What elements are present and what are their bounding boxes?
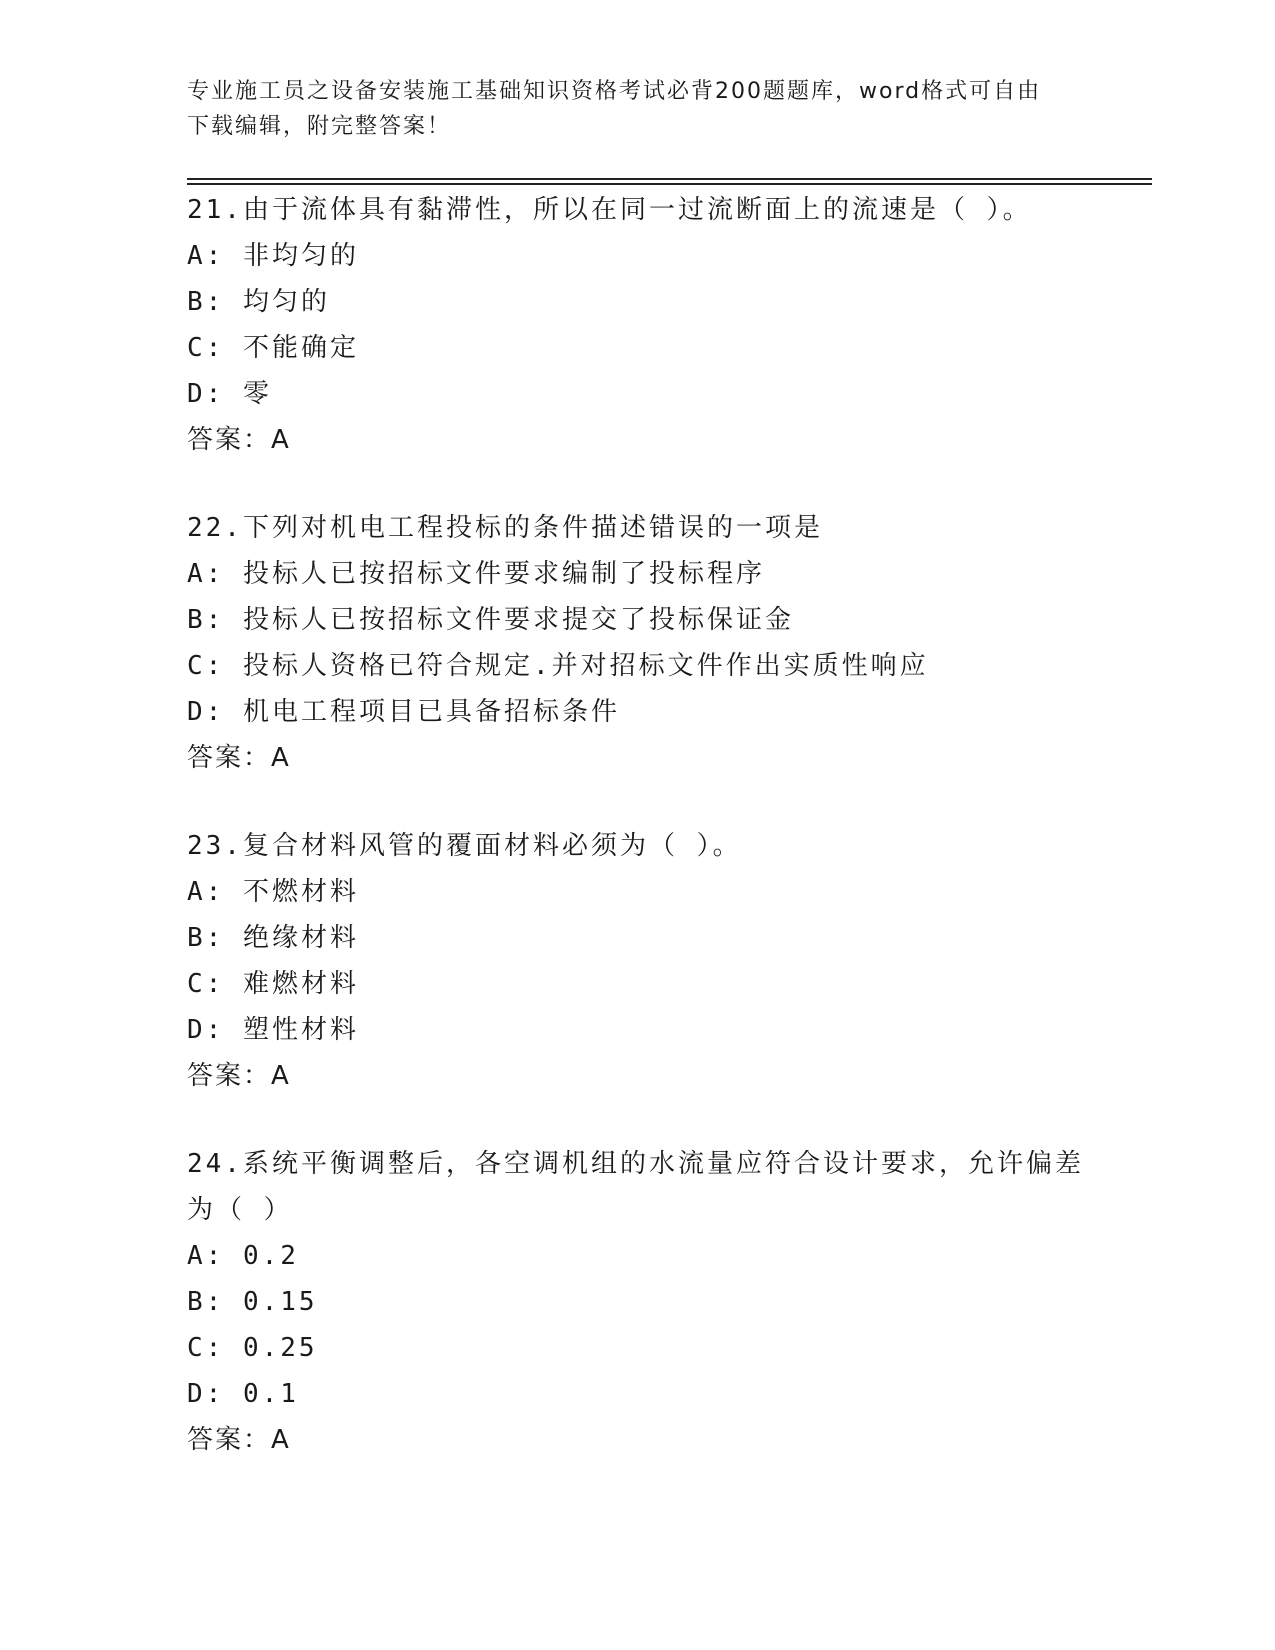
- option-d: D: 机电工程项目已具备招标条件: [187, 697, 620, 727]
- option-c: C: 难燃材料: [187, 969, 359, 999]
- question-24: [187, 1141, 1087, 1463]
- option-c: C: 投标人资格已符合规定.并对招标文件作出实质性响应: [187, 651, 929, 681]
- question-23: [187, 823, 1087, 1099]
- option-a: A: 投标人已按招标文件要求编制了投标程序: [187, 559, 765, 589]
- option-c: C: 不能确定: [187, 333, 359, 363]
- header-line-1: 专业施工员之设备安装施工基础知识资格考试必背200题题库，word格式可自由: [187, 79, 1042, 104]
- option-d: D: 0.1: [187, 1379, 299, 1409]
- question-stem: 22.下列对机电工程投标的条件描述错误的一项是: [187, 513, 823, 543]
- question-21: [187, 187, 1087, 463]
- header-line-2: 下载编辑，附完整答案！: [187, 114, 452, 139]
- option-d: D: 塑性材料: [187, 1015, 359, 1045]
- option-b: B: 绝缘材料: [187, 923, 359, 953]
- question-22: [187, 505, 1087, 781]
- header-divider-top: [187, 178, 1152, 180]
- option-b: B: 0.15: [187, 1287, 318, 1317]
- header-divider-bottom: [187, 183, 1152, 185]
- option-a: A: 非均匀的: [187, 241, 359, 271]
- option-b: B: 投标人已按招标文件要求提交了投标保证金: [187, 605, 794, 635]
- question-stem: 21.由于流体具有黏滞性，所以在同一过流断面上的流速是（ ）。: [187, 195, 1032, 225]
- answer-line: 答案：A: [187, 1425, 291, 1455]
- option-a: A: 0.2: [187, 1241, 299, 1271]
- answer-line: 答案：A: [187, 1061, 291, 1091]
- option-d: D: 零: [187, 379, 272, 409]
- answer-line: 答案：A: [187, 425, 291, 455]
- option-a: A: 不燃材料: [187, 877, 359, 907]
- option-b: B: 均匀的: [187, 287, 330, 317]
- option-c: C: 0.25: [187, 1333, 318, 1363]
- question-list: [187, 187, 1087, 1505]
- question-stem: 23.复合材料风管的覆面材料必须为（ ）。: [187, 831, 742, 861]
- answer-line: 答案：A: [187, 743, 291, 773]
- document-header: [187, 74, 1067, 144]
- question-stem: 24.系统平衡调整后，各空调机组的水流量应符合设计要求，允许偏差为（ ）: [187, 1149, 1084, 1225]
